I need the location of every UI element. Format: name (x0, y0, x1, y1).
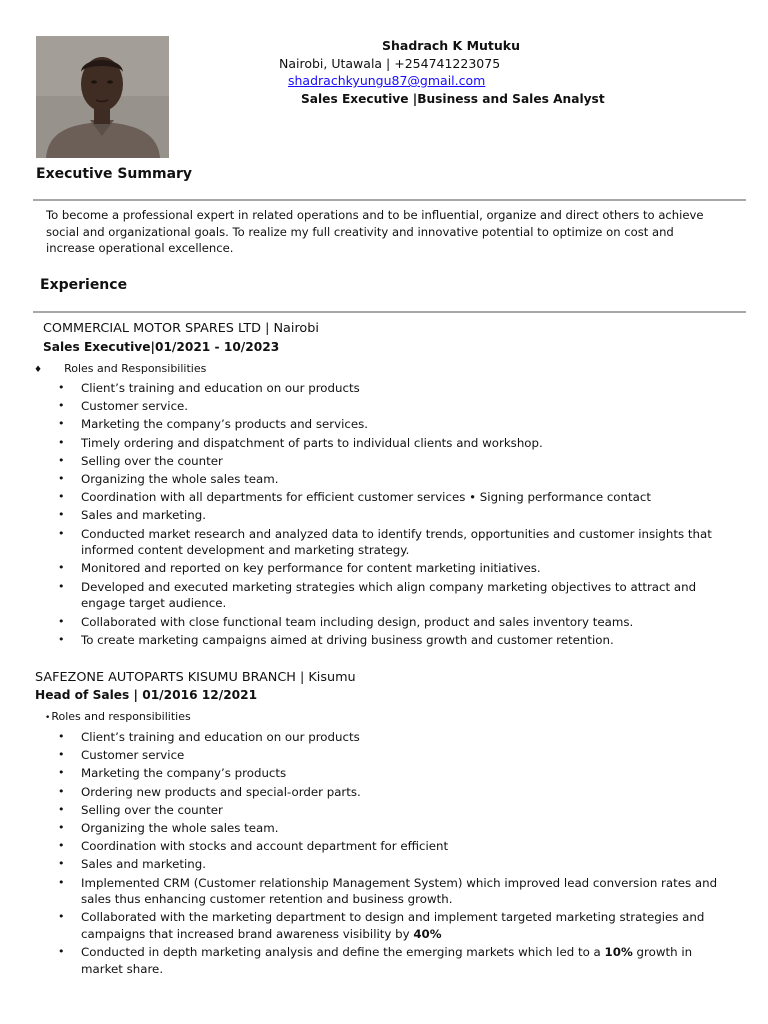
list-item: • Client’s training and education on our products (58, 380, 718, 397)
list-item: • Customer service. (58, 398, 718, 415)
job1-company: COMMERCIAL MOTOR SPARES LTD | Nairobi (43, 321, 319, 336)
summary-divider (33, 199, 746, 201)
list-item: • Sales and marketing. (58, 507, 718, 524)
list-item-text: growth in market share. (81, 945, 693, 977)
list-item-brand-awareness (58, 909, 718, 943)
list-item: • Ordering new products and special-order parts. (58, 784, 718, 801)
job1-responsibilities (58, 380, 718, 650)
list-item: • Developed and executed marketing strategies which align company marketing objectives to attract and engage target audience. (58, 579, 718, 613)
profile-photo-image (36, 36, 169, 158)
list-item-market-growth (58, 944, 718, 978)
list-item: • Marketing the company’s products and services. (58, 416, 718, 433)
profile-photo (36, 36, 169, 158)
list-item: • To create marketing campaigns aimed at driving business growth and customer retention. (58, 632, 718, 649)
job2-roles-label: Roles and responsibilities (51, 710, 191, 723)
list-item: • Implemented CRM (Customer relationship Management System) which improved lead conversion rates and sales thus enhancing customer retention and business growth. (58, 875, 718, 909)
list-item-figure: 10% (604, 945, 633, 960)
list-item: • Monitored and reported on key performance for content marketing initiatives. (58, 560, 718, 577)
list-item: • Collaborated with close functional team including design, product and sales inventory teams. (58, 614, 718, 631)
applicant-name: Shadrach K Mutuku (382, 38, 521, 53)
summary-heading: Executive Summary (36, 166, 193, 182)
list-item: • Customer service (58, 747, 718, 764)
list-item: • Marketing the company’s products (58, 765, 718, 782)
list-item: • Selling over the counter (58, 453, 718, 470)
experience-divider (33, 311, 746, 313)
summary-text: To become a professional expert in related operations and to be influential, organize and direct others to achieve social and organizational goals. To realize my full creativity and innovative potential to optimize on cost and increase operational excellence. (46, 208, 704, 255)
bullet-icon: • (45, 713, 51, 723)
job1-roles-heading (34, 362, 206, 375)
list-item: • Conducted market research and analyzed data to identify trends, opportunities and customer insights that informed content development and marketing strategy. (58, 526, 718, 560)
list-item: • Timely ordering and dispatchment of parts to individual clients and workshop. (58, 435, 718, 452)
list-item: • Organizing the whole sales team. (58, 471, 718, 488)
list-item: • Organizing the whole sales team. (58, 820, 718, 837)
list-item: • Coordination with stocks and account department for efficient (58, 838, 718, 855)
job1-title: Sales Executive|01/2021 - 10/2023 (43, 340, 280, 354)
list-item-figure: 40% (413, 927, 442, 942)
location-phone: Nairobi, Utawala | +254741223075 (279, 56, 501, 71)
list-item: • Coordination with all departments for efficient customer services • Signing performance contact (58, 489, 718, 506)
job2-responsibilities (58, 729, 718, 979)
list-item: • Client’s training and education on our products (58, 729, 718, 746)
job2-title: Head of Sales | 01/2016 12/2021 (35, 688, 258, 702)
experience-heading: Experience (40, 277, 128, 293)
bullet-icon: ♦ (34, 365, 43, 375)
job2-roles-heading (45, 710, 191, 723)
list-item: • Sales and marketing. (58, 856, 718, 873)
job2-company: SAFEZONE AUTOPARTS KISUMU BRANCH | Kisumu (35, 670, 356, 685)
list-item-text: Collaborated with the marketing department to design and implement targeted marketing strategies and campaigns that increased brand awareness visibility by (81, 910, 705, 942)
headline: Sales Executive |Business and Sales Analyst (301, 92, 605, 106)
list-item: • Selling over the counter (58, 802, 718, 819)
job1-roles-label: Roles and Responsibilities (64, 362, 207, 375)
list-item-text: Conducted in depth marketing analysis and define the emerging markets which led to a (81, 945, 605, 960)
email-link[interactable]: shadrachkyungu87@gmail.com (288, 73, 486, 88)
